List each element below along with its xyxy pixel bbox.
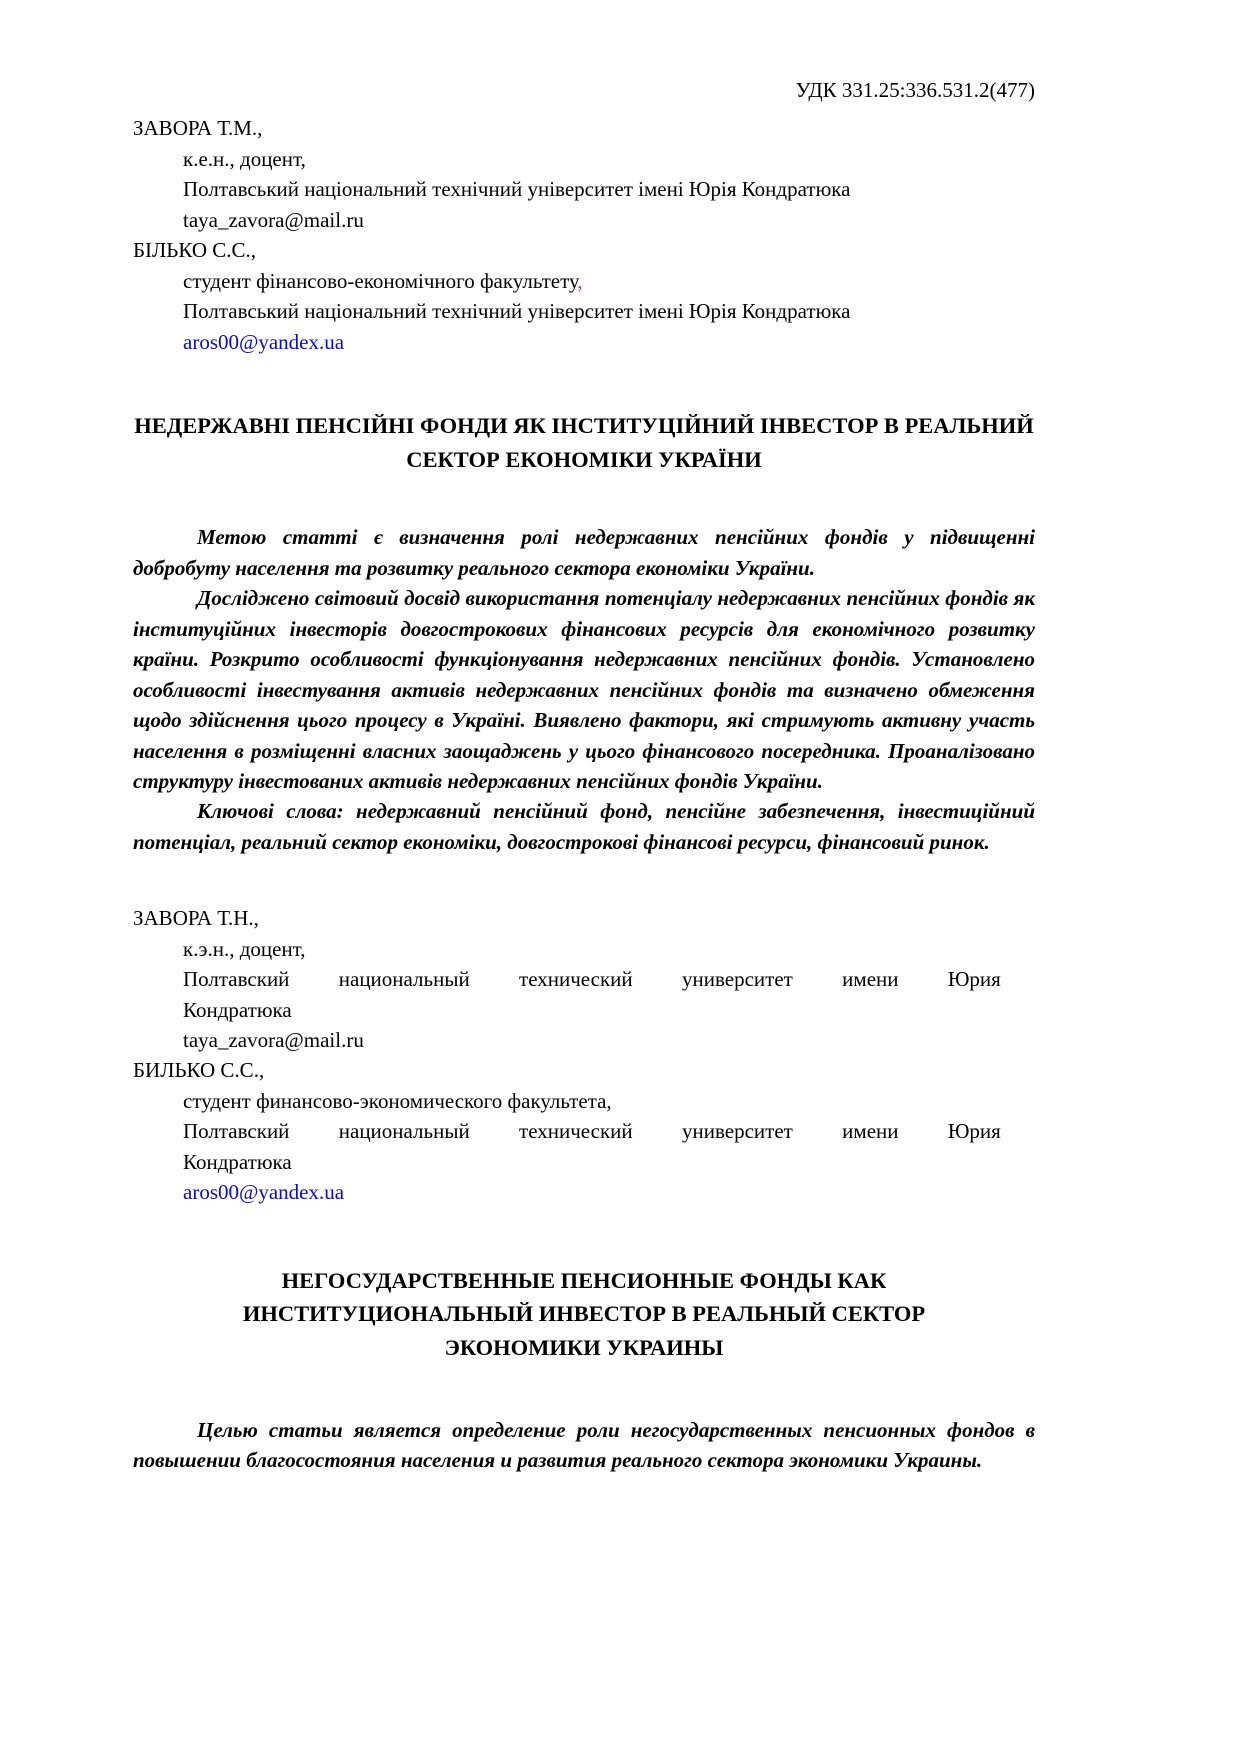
affiliation-line-2: Кондратюка xyxy=(183,1149,292,1174)
affiliation-line-1: Полтавский национальный технический университет имени Юрия xyxy=(183,1119,1001,1144)
author-affiliation xyxy=(183,964,1035,1025)
author-affiliation xyxy=(183,1116,1035,1177)
affiliation-line-1: Полтавский национальный технический университет имени Юрия xyxy=(183,967,1001,992)
author-details-uk-2 xyxy=(133,266,1035,357)
authors-block-ru xyxy=(133,903,1035,1207)
accent-comma: , xyxy=(577,268,583,293)
author-role: студент финансово-экономического факультета, xyxy=(183,1088,612,1113)
author-email-link[interactable]: aros00@yandex.ua xyxy=(183,1180,345,1205)
author-name-ru-1: ЗАВОРА Т.Н., xyxy=(133,906,259,931)
affiliation-line-2: Кондратюка xyxy=(183,997,292,1022)
author-details-ru-1 xyxy=(133,934,1035,1056)
author-name-uk-1: ЗАВОРА Т.М., xyxy=(133,116,263,141)
author-details-ru-2 xyxy=(133,1086,1035,1208)
abstract-ru xyxy=(133,1415,1035,1476)
author-affiliation: Полтавський національний технічний університет імені Юрія Кондратюка xyxy=(183,299,851,324)
author-name-ru-2: БИЛЬКО С.С., xyxy=(133,1058,265,1083)
author-degree: к.э.н., доцент, xyxy=(183,936,306,961)
author-role-line xyxy=(183,266,1035,296)
author-email: taya_zavora@mail.ru xyxy=(183,207,364,232)
udc-code: УДК 331.25:336.531.2(477) xyxy=(795,78,1035,102)
article-title-uk: НЕДЕРЖАВНІ ПЕНСІЙНІ ФОНДИ ЯК ІНСТИТУЦІЙНИЙ ІНВЕСТОР В РЕАЛЬНИЙ СЕКТОР ЕКОНОМІКИ УКРАЇНИ xyxy=(134,412,1034,472)
author-email-link[interactable]: aros00@yandex.ua xyxy=(183,329,345,354)
author-details-uk-1 xyxy=(133,144,1035,235)
author-email: taya_zavora@mail.ru xyxy=(183,1028,364,1052)
author-affiliation: Полтавський національний технічний університет імені Юрія Кондратюка xyxy=(183,177,851,202)
author-degree: к.е.н., доцент, xyxy=(183,146,306,171)
author-role: студент фінансово-економічного факультету xyxy=(183,268,578,293)
keywords-paragraph: Ключові слова: недержавний пенсійний фонд, пенсійне забезпечення, інвестиційний потенціал, реальний сектор економіки, довгострокові фінансові ресурси, фінансовий ринок. xyxy=(133,799,1035,854)
abstract-uk xyxy=(133,522,1035,857)
abstract-paragraph-goal: Метою статті є визначення ролі недержавних пенсійних фондів у підвищенні добробуту населення та розвитку реального сектора економіки України. xyxy=(133,525,1035,580)
author-name-uk-2: БІЛЬКО С.С., xyxy=(133,238,257,263)
abstract-paragraph-goal: Целью статьи является определение роли негосударственных пенсионных фондов в повышении благосостояния населения и развития реального сектора экономики Украины. xyxy=(133,1417,1035,1473)
article-title-ru: НЕГОСУДАРСТВЕННЫЕ ПЕНСИОННЫЕ ФОНДЫ КАК ИНСТИТУЦИОНАЛЬНЫЙ ИНВЕСТОР В РЕАЛЬНЫЙ СЕКТОР ЭКОНОМИКИ УКРАИНЫ xyxy=(242,1267,926,1361)
authors-block-uk xyxy=(133,113,1035,357)
abstract-paragraph-body: Досліджено світовий досвід використання потенціалу недержавних пенсійних фондів як інституційних інвесторів довгострокових фінансових ресурсів для економічного розвитку країни. Розкрито особливості функціонування недержавних пенсійних фондів. Установлено особливості інвестування активів недержавних пенсійних фондів та визначено обмеження щодо здійснення цього процесу в Україні. Виявлено фактори, які стримують активну участь населення в розміщенні власних заощаджень у цього фінансового посередника. Проаналізовано структуру інвестованих активів недержавних пенсійних фондів України. xyxy=(133,586,1035,793)
